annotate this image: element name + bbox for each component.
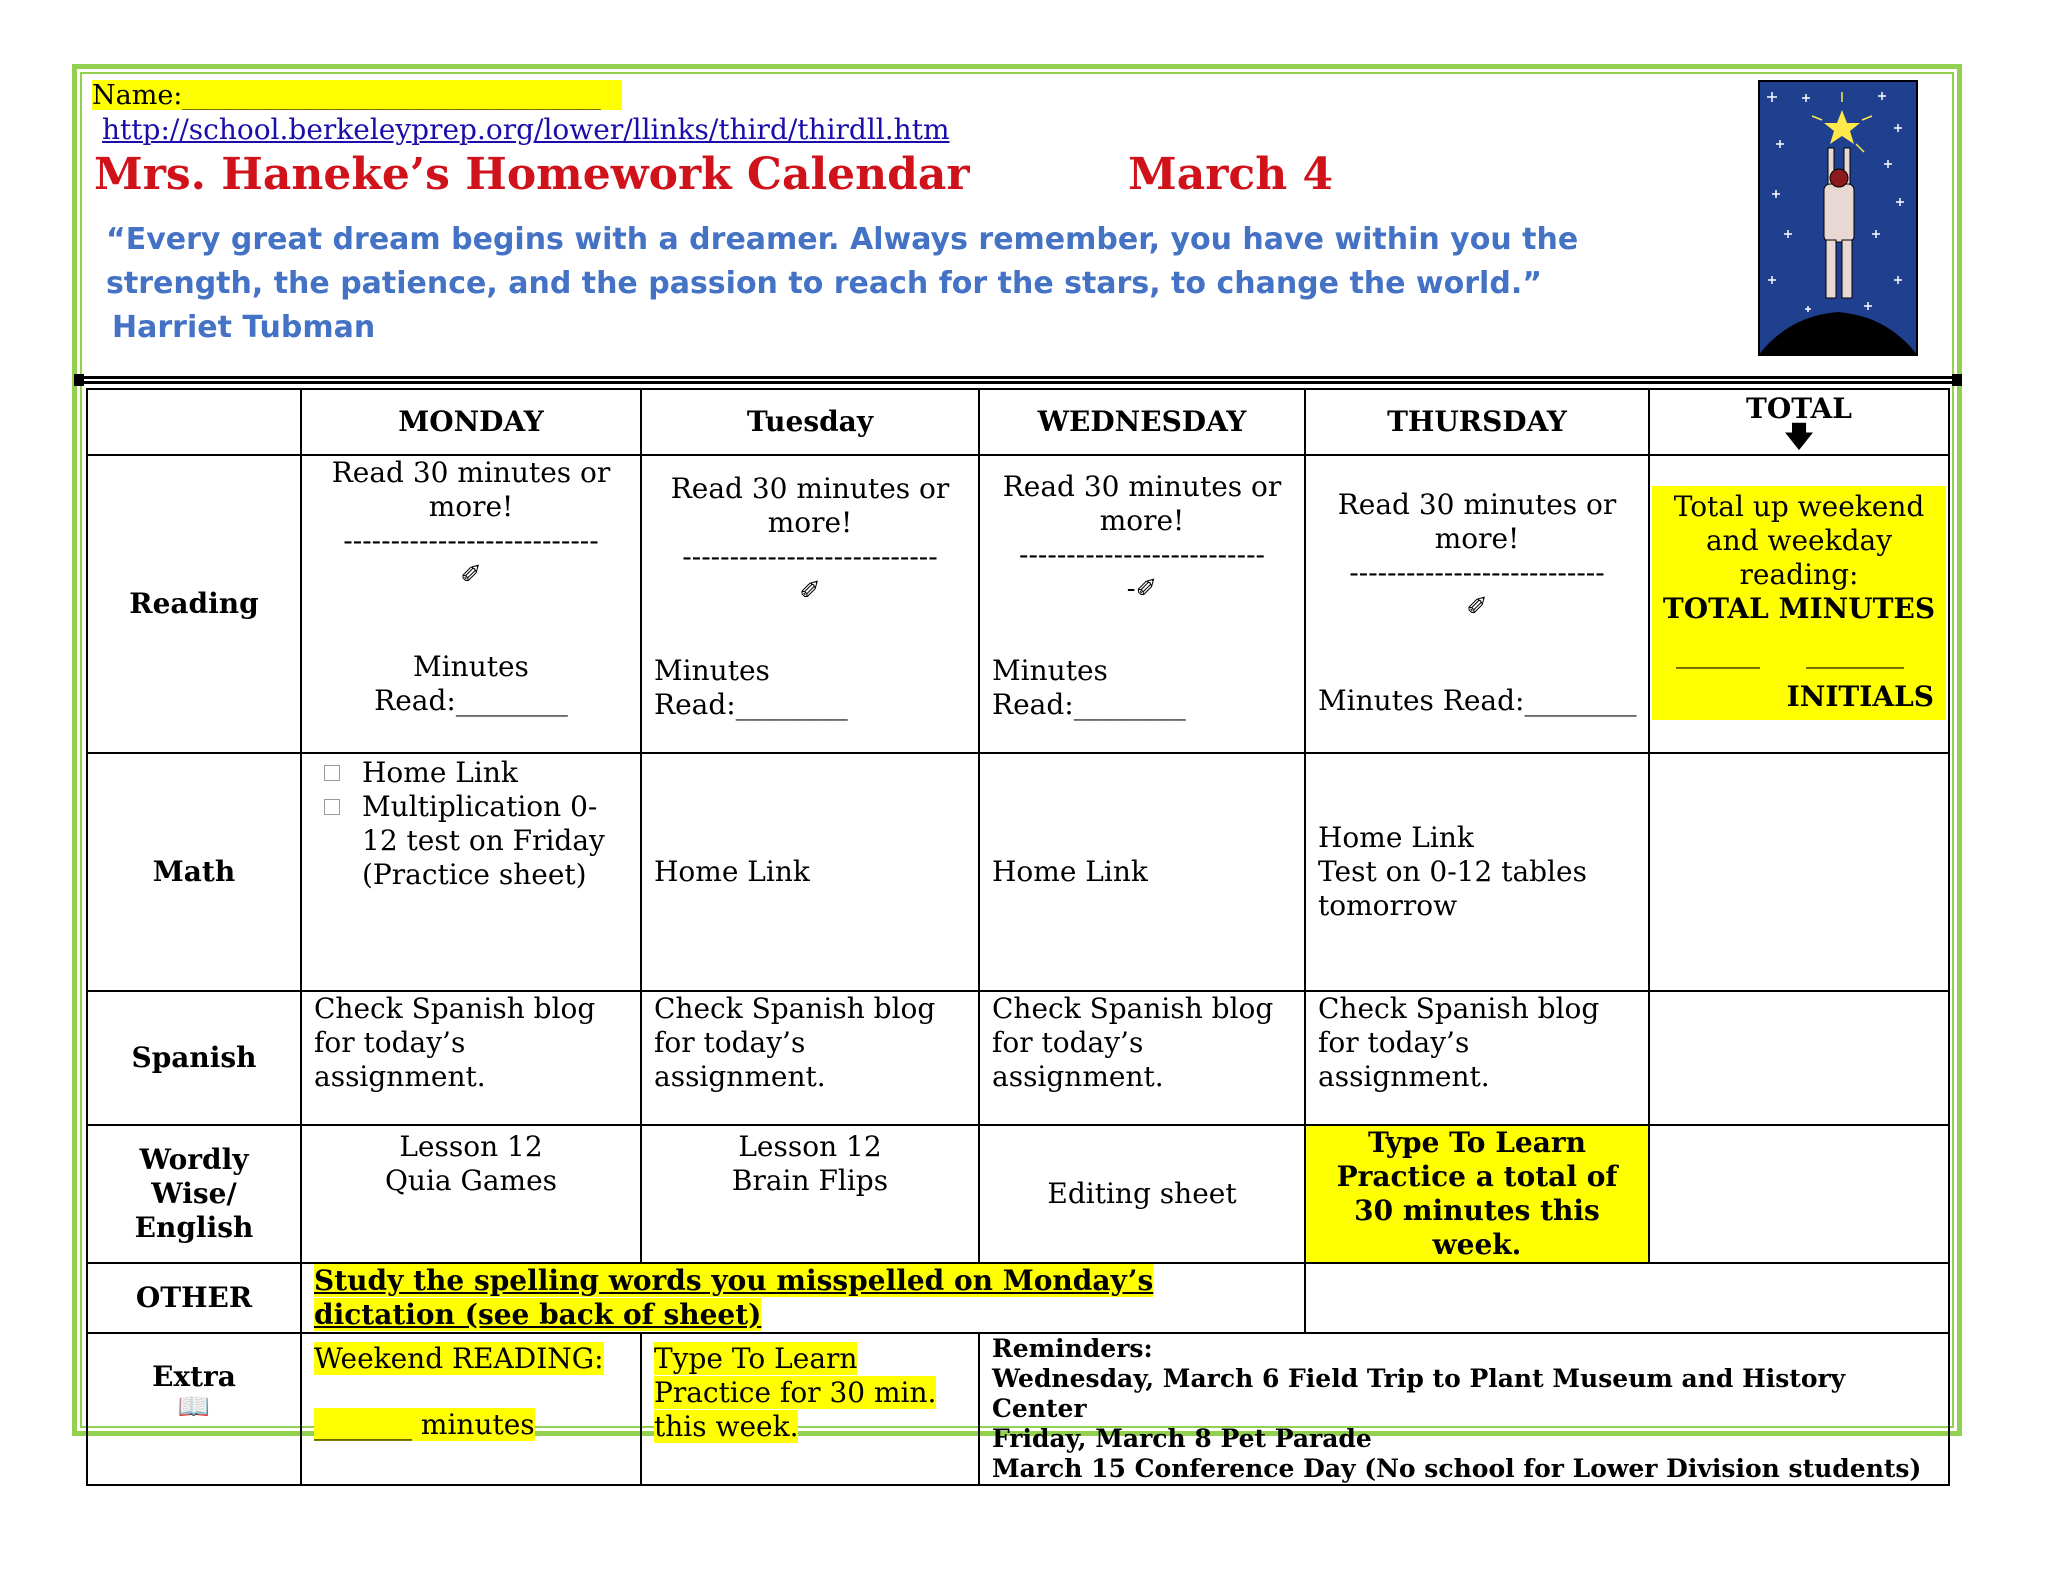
total-minutes-box bbox=[1652, 486, 1946, 720]
total-minutes-label: TOTAL MINUTES bbox=[1662, 592, 1936, 625]
math-thursday bbox=[1305, 753, 1649, 991]
calendar-date: March 4 bbox=[1128, 149, 1334, 200]
reminder-item: March 15 Conference Day (No school for Lower Division students) bbox=[992, 1454, 1922, 1483]
homework-table bbox=[86, 388, 1950, 1486]
corner-cell bbox=[87, 389, 301, 455]
row-label-math: Math bbox=[87, 753, 301, 991]
row-label-line: English bbox=[134, 1211, 254, 1244]
wordly-total bbox=[1649, 1125, 1949, 1263]
table-row-extra bbox=[87, 1333, 1949, 1485]
dashed-line: --------------------------- bbox=[682, 540, 938, 573]
minutes-read-field-tuesday[interactable]: Minutes Read:________ bbox=[654, 654, 848, 721]
math-wednesday: Home Link bbox=[979, 753, 1305, 991]
header-thursday: THURSDAY bbox=[1305, 389, 1649, 455]
header-tuesday: Tuesday bbox=[641, 389, 979, 455]
table-row-spanish bbox=[87, 991, 1949, 1125]
math-tuesday: Home Link bbox=[641, 753, 979, 991]
pencil-icon: ✐ bbox=[799, 576, 821, 606]
table-row-wordly-wise bbox=[87, 1125, 1949, 1263]
extra-tuesday bbox=[641, 1333, 979, 1485]
reminder-item: Wednesday, March 6 Field Trip to Plant Museum and History Center bbox=[992, 1364, 1846, 1423]
table-row-math bbox=[87, 753, 1949, 991]
minutes-read-field-monday[interactable]: Minutes Read:________ bbox=[374, 650, 568, 717]
pencil-icon: ✐ bbox=[460, 560, 482, 590]
wordly-tuesday-line2: Brain Flips bbox=[731, 1164, 889, 1197]
class-website-link[interactable]: http://school.berkeleyprep.org/lower/llinks/third/thirdll.htm bbox=[102, 113, 950, 146]
spanish-total bbox=[1649, 991, 1949, 1125]
initials-label: INITIALS bbox=[1786, 680, 1934, 713]
dashed-line: --------------------------- bbox=[343, 524, 599, 557]
other-cell bbox=[301, 1263, 1305, 1333]
math-total bbox=[1649, 753, 1949, 991]
wordly-monday-line2: Quia Games bbox=[384, 1164, 558, 1197]
row-label-wordly-wise bbox=[87, 1125, 301, 1263]
reading-monday-text: Read 30 minutes or more! bbox=[331, 456, 611, 523]
reading-thursday-text: Read 30 minutes or more! bbox=[1337, 488, 1617, 555]
header-wednesday: WEDNESDAY bbox=[979, 389, 1305, 455]
row-label-extra-text: Extra bbox=[152, 1360, 236, 1393]
minutes-read-field-thursday[interactable]: Minutes Read:________ bbox=[1318, 684, 1637, 717]
reading-total bbox=[1649, 455, 1949, 753]
minutes-read-field-wednesday[interactable]: Minutes Read:________ bbox=[992, 654, 1186, 721]
extra-monday bbox=[301, 1333, 641, 1485]
reminders-heading: Reminders: bbox=[992, 1334, 1153, 1363]
spanish-thursday: Check Spanish blog for today’s assignment. bbox=[1305, 991, 1649, 1125]
book-icon: 📖 bbox=[177, 1392, 211, 1422]
pencil-icon: ✐ bbox=[1466, 592, 1488, 622]
header-divider bbox=[74, 376, 1962, 384]
quote-author: Harriet Tubman bbox=[112, 310, 376, 345]
reading-tuesday-text: Read 30 minutes or more! bbox=[670, 472, 950, 539]
total-minutes-blank[interactable]: ______ bbox=[1676, 636, 1760, 669]
other-empty bbox=[1305, 1263, 1949, 1333]
reading-wednesday bbox=[979, 455, 1305, 753]
wordly-monday-line1: Lesson 12 bbox=[399, 1130, 543, 1163]
table-header-row bbox=[87, 389, 1949, 455]
quote-text: “Every great dream begins with a dreamer. Always remember, you have within you the strength, the patience, and the passion to reach for the stars, to change the world.” bbox=[106, 222, 1579, 301]
row-label-line: Wordly bbox=[139, 1143, 249, 1176]
arrow-down-icon: 🡇 bbox=[1784, 420, 1814, 453]
spelling-study-note: Study the spelling words you misspelled on Monday’s dictation (see back of sheet) bbox=[314, 1264, 1154, 1331]
wordly-monday bbox=[301, 1125, 641, 1263]
wordly-wednesday: Editing sheet bbox=[979, 1125, 1305, 1263]
weekend-minutes-field[interactable] bbox=[314, 1408, 535, 1441]
reminder-item: Friday, March 8 Pet Parade bbox=[992, 1424, 1372, 1453]
table-row-other bbox=[87, 1263, 1949, 1333]
row-label-other: OTHER bbox=[87, 1263, 301, 1333]
reach-for-stars-poster bbox=[1758, 80, 1918, 356]
name-field[interactable]: Name:_______________________________ bbox=[92, 80, 622, 110]
dashed-line: --------------------------- bbox=[1349, 556, 1605, 589]
math-thursday-line1: Home Link bbox=[1318, 821, 1474, 854]
type-to-learn-note: Type To Learn Practice for 30 min. this week. bbox=[654, 1342, 937, 1443]
math-monday bbox=[301, 753, 641, 991]
spanish-monday: Check Spanish blog for today’s assignment. bbox=[301, 991, 641, 1125]
spanish-tuesday: Check Spanish blog for today’s assignment. bbox=[641, 991, 979, 1125]
page-title: Mrs. Haneke’s Homework Calendar bbox=[94, 149, 970, 200]
header-monday: MONDAY bbox=[301, 389, 641, 455]
reading-monday bbox=[301, 455, 641, 753]
spanish-wednesday: Check Spanish blog for today’s assignment. bbox=[979, 991, 1305, 1125]
row-label-extra bbox=[87, 1333, 301, 1485]
math-thursday-line2: Test on 0-12 tables tomorrow bbox=[1318, 855, 1587, 922]
wordly-thursday: Type To Learn Practice a total of 30 minutes this week. bbox=[1305, 1125, 1649, 1263]
row-label-spanish: Spanish bbox=[87, 991, 301, 1125]
checkbox-item-home-link[interactable]: Home Link bbox=[302, 756, 628, 790]
weekend-reading-label: Weekend READING: bbox=[314, 1342, 604, 1375]
wordly-tuesday-line1: Lesson 12 bbox=[738, 1130, 882, 1163]
reading-thursday bbox=[1305, 455, 1649, 753]
total-instructions: Total up weekend and weekday reading: bbox=[1673, 490, 1925, 591]
checkbox-item-multiplication-test[interactable]: Multiplication 0-12 test on Friday (Practice sheet) bbox=[302, 790, 628, 892]
reading-wednesday-text: Read 30 minutes or more! bbox=[1002, 470, 1282, 537]
row-label-line: Wise/ bbox=[151, 1177, 237, 1210]
dashed-line: -------------------------- bbox=[1019, 538, 1265, 571]
row-label-reading: Reading bbox=[87, 455, 301, 753]
initials-blank[interactable]: _______ bbox=[1806, 636, 1904, 669]
wordly-tuesday bbox=[641, 1125, 979, 1263]
weekend-minutes-label: minutes bbox=[412, 1408, 535, 1441]
header-total bbox=[1649, 389, 1949, 455]
reading-tuesday bbox=[641, 455, 979, 753]
total-label: TOTAL bbox=[1746, 392, 1852, 425]
table-row-reading bbox=[87, 455, 1949, 753]
weekend-minutes-blank[interactable]: _______ bbox=[314, 1408, 412, 1441]
reminders-cell bbox=[979, 1333, 1949, 1485]
pencil-icon: -✐ bbox=[1126, 574, 1158, 604]
